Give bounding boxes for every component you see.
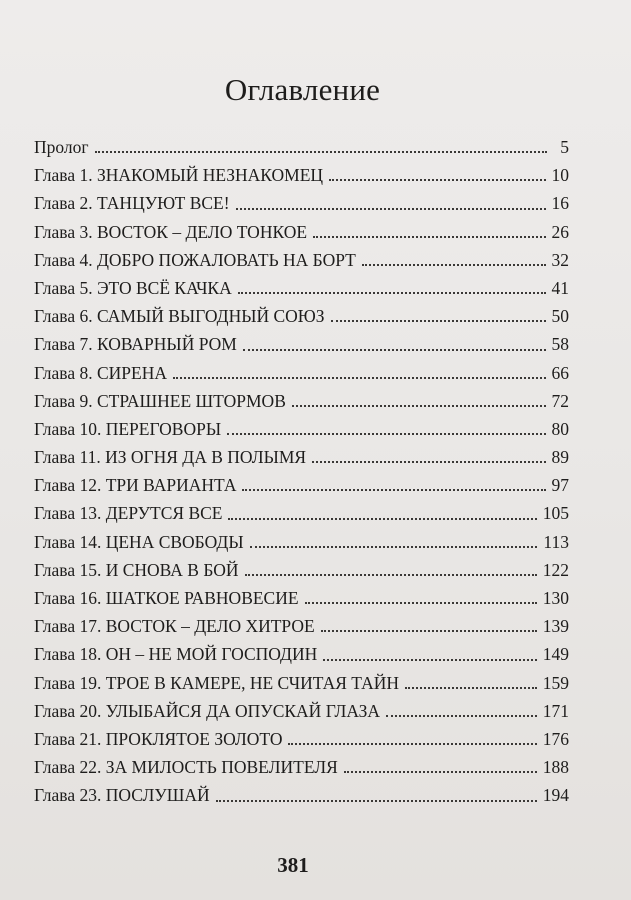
toc-entry-title: Глава 19. ТРОЕ В КАМЕРЕ, НЕ СЧИТАЯ ТАЙН — [34, 672, 400, 693]
dot-leader — [344, 770, 537, 773]
toc-entry-title: Глава 14. ЦЕНА СВОБОДЫ — [34, 531, 244, 552]
toc-entry-page-number: 171 — [542, 700, 569, 721]
dot-leader — [292, 404, 546, 407]
toc-entry-page-number: 176 — [542, 728, 569, 749]
dot-leader — [312, 460, 545, 463]
toc-entry-title: Глава 16. ШАТКОЕ РАВНОВЕСИЕ — [34, 588, 299, 608]
dot-leader — [95, 150, 547, 153]
toc-entry — [34, 161, 569, 189]
toc-entry — [34, 753, 569, 781]
toc-entry-title: Глава 23. ПОСЛУШАЙ — [34, 785, 210, 806]
toc-entry-page-number: 50 — [551, 306, 569, 327]
dot-leader — [386, 714, 537, 717]
toc-entry — [34, 556, 569, 584]
toc-entry — [34, 218, 569, 246]
toc-entry-title: Глава 20. УЛЫБАЙСЯ ДА ОПУСКАЙ ГЛАЗА — [34, 700, 380, 721]
toc-entry-title: Глава 6. САМЫЙ ВЫГОДНЫЙ СОЮЗ — [34, 306, 325, 327]
toc-entry-page-number: 66 — [551, 362, 569, 383]
toc-entry-page-number: 194 — [542, 785, 569, 806]
toc-entry-page-number: 149 — [542, 644, 569, 665]
dot-leader — [288, 742, 536, 745]
table-of-contents — [34, 133, 569, 810]
toc-entry-page-number: 32 — [551, 249, 569, 270]
toc-entry — [34, 640, 569, 668]
toc-entry-page-number: 58 — [551, 334, 569, 355]
toc-entry-page-number: 41 — [551, 277, 569, 298]
toc-entry — [34, 330, 569, 358]
page-number: 381 — [277, 853, 309, 877]
toc-entry-title: Глава 5. ЭТО ВСЁ КАЧКА — [34, 277, 232, 298]
toc-entry — [34, 781, 569, 809]
dot-leader — [323, 658, 537, 661]
dot-leader — [227, 432, 545, 435]
dot-leader — [313, 235, 545, 238]
page-title: Оглавление — [224, 72, 381, 107]
toc-entry-title: Глава 12. ТРИ ВАРИАНТА — [34, 475, 237, 496]
toc-entry-title: Глава 15. И СНОВА В БОЙ — [34, 559, 239, 580]
toc-entry-title: Глава 21. ПРОКЛЯТОЕ ЗОЛОТО — [34, 728, 283, 749]
dot-leader — [405, 686, 537, 689]
toc-entry — [34, 443, 569, 471]
dot-leader — [250, 545, 538, 548]
toc-entry-page-number: 10 — [551, 165, 569, 186]
toc-entry-title: Глава 18. ОН – НЕ МОЙ ГОСПОДИН — [34, 644, 318, 665]
toc-entry-page-number: 105 — [542, 503, 569, 524]
dot-leader — [173, 376, 546, 379]
toc-entry — [34, 612, 569, 640]
toc-entry-page-number: 130 — [542, 588, 569, 608]
dot-leader — [243, 348, 546, 351]
toc-entry-page-number: 89 — [551, 447, 569, 468]
dot-leader — [305, 601, 537, 604]
toc-entry-page-number: 113 — [543, 531, 569, 552]
toc-entry-title: Пролог — [34, 137, 89, 157]
toc-entry — [34, 189, 569, 217]
dot-leader — [245, 573, 537, 576]
toc-entry-page-number: 122 — [542, 559, 569, 580]
toc-entry — [34, 133, 569, 161]
toc-entry-page-number: 80 — [551, 418, 569, 439]
toc-entry-page-number: 72 — [551, 390, 569, 411]
toc-entry — [34, 274, 569, 302]
toc-entry — [34, 246, 569, 274]
dot-leader — [228, 517, 536, 520]
toc-entry-title: Глава 10. ПЕРЕГОВОРЫ — [34, 418, 222, 439]
dot-leader — [242, 488, 545, 491]
toc-entry — [34, 584, 569, 612]
dot-leader — [331, 319, 546, 322]
toc-entry-title: Глава 4. ДОБРО ПОЖАЛОВАТЬ НА БОРТ — [34, 249, 356, 270]
dot-leader — [216, 799, 537, 802]
toc-entry-page-number: 159 — [542, 672, 569, 693]
toc-entry-title: Глава 7. КОВАРНЫЙ РОМ — [34, 334, 237, 355]
dot-leader — [329, 178, 545, 181]
toc-entry — [34, 669, 569, 697]
toc-entry-title: Глава 2. ТАНЦУЮТ ВСЕ! — [34, 193, 230, 214]
dot-leader — [236, 207, 546, 210]
toc-entry — [34, 725, 569, 753]
toc-entry-title: Глава 8. СИРЕНА — [34, 362, 167, 383]
toc-entry-page-number: 26 — [551, 221, 569, 242]
toc-entry-title: Глава 11. ИЗ ОГНЯ ДА В ПОЛЫМЯ — [34, 447, 307, 468]
toc-entry-title: Глава 1. ЗНАКОМЫЙ НЕЗНАКОМЕЦ — [34, 165, 324, 186]
toc-entry-page-number: 16 — [551, 193, 569, 214]
toc-entry-title: Глава 17. ВОСТОК – ДЕЛО ХИТРОЕ — [34, 616, 315, 637]
toc-entry — [34, 415, 569, 443]
dot-leader — [321, 629, 537, 632]
dot-leader — [362, 263, 546, 266]
toc-entry-title: Глава 22. ЗА МИЛОСТЬ ПОВЕЛИТЕЛЯ — [34, 757, 338, 778]
toc-entry — [34, 528, 569, 556]
toc-entry — [34, 471, 569, 499]
toc-entry-title: Глава 13. ДЕРУТСЯ ВСЕ — [34, 503, 223, 524]
toc-entry — [34, 302, 569, 330]
toc-entry-page-number: 97 — [551, 475, 569, 496]
dot-leader — [238, 291, 546, 294]
toc-entry — [34, 387, 569, 415]
toc-entry-page-number: 188 — [542, 757, 569, 778]
toc-entry-title: Глава 9. СТРАШНЕЕ ШТОРМОВ — [34, 390, 286, 411]
toc-entry — [34, 499, 569, 527]
toc-entry — [34, 697, 569, 725]
toc-entry-page-number: 5 — [560, 137, 569, 157]
toc-entry-title: Глава 3. ВОСТОК – ДЕЛО ТОНКОЕ — [34, 221, 308, 242]
toc-entry-page-number: 139 — [542, 616, 569, 637]
toc-entry — [34, 359, 569, 387]
